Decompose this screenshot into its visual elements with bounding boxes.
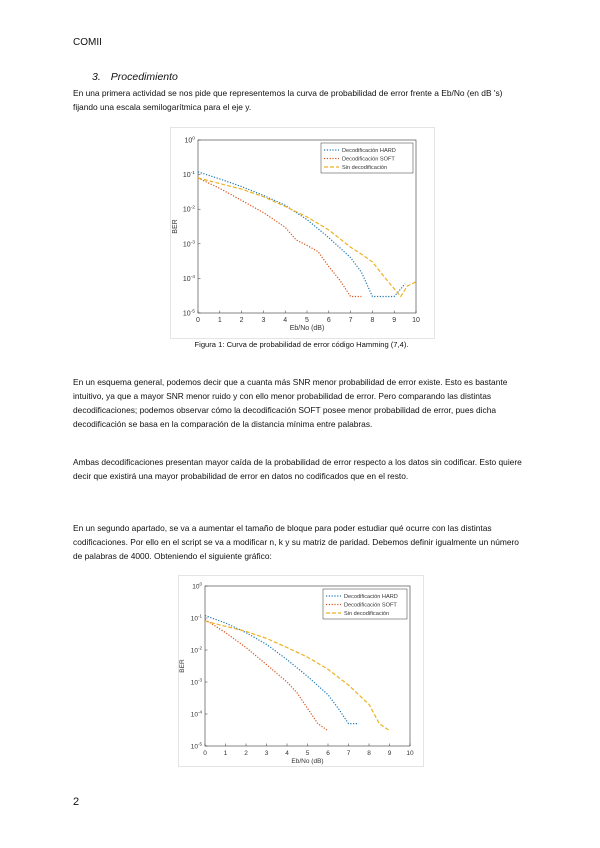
x-tick-label: 1: [223, 750, 228, 757]
figure-2: [178, 575, 424, 767]
x-axis-label: Eb/No (dB): [289, 325, 325, 332]
y-tick-label: $10^0$: [184, 136, 195, 145]
x-tick-label: 3: [264, 750, 269, 757]
x-tick-label: 6: [326, 317, 331, 324]
x-tick-label: 5: [305, 317, 309, 324]
y-axis-label: BER: [172, 219, 179, 234]
x-tick-label: 0: [203, 750, 207, 757]
figure-1: [170, 127, 435, 339]
x-tick-label: 9: [392, 317, 397, 324]
y-tick-label: $10^{-3}$: [190, 677, 202, 687]
y-tick-label: $10^{-5}$: [190, 741, 202, 751]
analysis-paragraph: En un esquema general, podemos decir que a cuanta más SNR menor probabilidad de error existe. Esto es bastante intuitivo, ya que a mayor SNR menor ruido y con ello menor probabilidad de error. Pero comparando las distintas decodificaciones; podemos observar cómo la decodificación SOFT posee menor probabilidad de error, pues dicha decodificación se basa en la comparación de la distancia mínima entre palabras.: [73, 377, 508, 429]
y-tick-label: $10^{-1}$: [190, 613, 202, 623]
intro-paragraph: En una primera actividad se nos pide que representemos la curva de probabilidad de error frente a Eb/No (en dB 's) fijando una escala semilogarítmica para el eje y.: [73, 88, 503, 112]
ber-chart-hamming-7-4: [171, 128, 434, 338]
legend-label: Decodificación HARD: [344, 594, 398, 600]
legend-label: Decodificación HARD: [342, 148, 396, 154]
x-tick-label: 6: [326, 750, 330, 757]
legend-label: Decodificación SOFT: [342, 156, 395, 163]
y-tick-label: $10^{-2}$: [182, 205, 195, 214]
legend-label: Sin decodificación: [344, 611, 390, 617]
ber-chart-larger-block: [179, 576, 423, 766]
y-tick-label: $10^{-3}$: [182, 240, 195, 249]
y-tick-label: $10^{-4}$: [190, 709, 202, 719]
x-tick-label: 4: [283, 317, 288, 324]
legend-label: Sin decodificación: [342, 165, 388, 171]
x-tick-label: 3: [261, 317, 266, 324]
figure-1-caption: Figura 1: Curva de probabilidad de error código Hamming (7,4).: [194, 340, 409, 349]
section-number: 3.: [92, 71, 101, 83]
x-tick-label: 10: [406, 750, 414, 757]
x-tick-label: 7: [348, 317, 353, 324]
section-title: Procedimiento: [110, 71, 178, 83]
y-tick-label: $10^{-2}$: [190, 645, 202, 655]
section-heading: [92, 71, 178, 83]
x-tick-label: 5: [305, 750, 310, 757]
legend-label: Decodificación SOFT: [344, 602, 397, 609]
x-tick-label: 8: [370, 317, 375, 324]
x-tick-label: 9: [387, 750, 392, 757]
x-axis-label: Eb/No (dB): [291, 758, 324, 765]
x-tick-label: 0: [196, 317, 200, 324]
x-tick-label: 2: [239, 317, 244, 324]
y-tick-label: $10^0$: [192, 581, 202, 591]
y-axis-label: BER: [179, 659, 186, 673]
x-tick-label: 4: [285, 750, 289, 757]
page-number: 2: [73, 796, 80, 808]
x-tick-label: 1: [217, 317, 222, 324]
x-tick-label: 2: [244, 750, 248, 757]
comparison-paragraph: Ambas decodificaciones presentan mayor caída de la probabilidad de error respecto a los datos sin codificar. Esto quiere decir que existirá una mayor probabilidad de error en datos no codificados que en el resto.: [73, 457, 522, 481]
y-tick-label: $10^{-5}$: [182, 309, 195, 318]
block-size-paragraph: En un segundo apartado, se va a aumentar el tamaño de bloque para poder estudiar qué ocurre con las distintas codificaciones. Por ello en el script se va a modificar n, k y su matriz de paridad. Debemos definir igualmente un número de palabras de 4000. Obteniendo el siguiente gráfico:: [73, 523, 519, 561]
x-tick-label: 10: [412, 317, 420, 324]
document-header: COMII: [73, 37, 102, 48]
y-tick-label: $10^{-1}$: [182, 171, 195, 180]
x-tick-label: 8: [367, 750, 371, 757]
x-tick-label: 7: [346, 750, 351, 757]
y-tick-label: $10^{-4}$: [182, 274, 195, 283]
